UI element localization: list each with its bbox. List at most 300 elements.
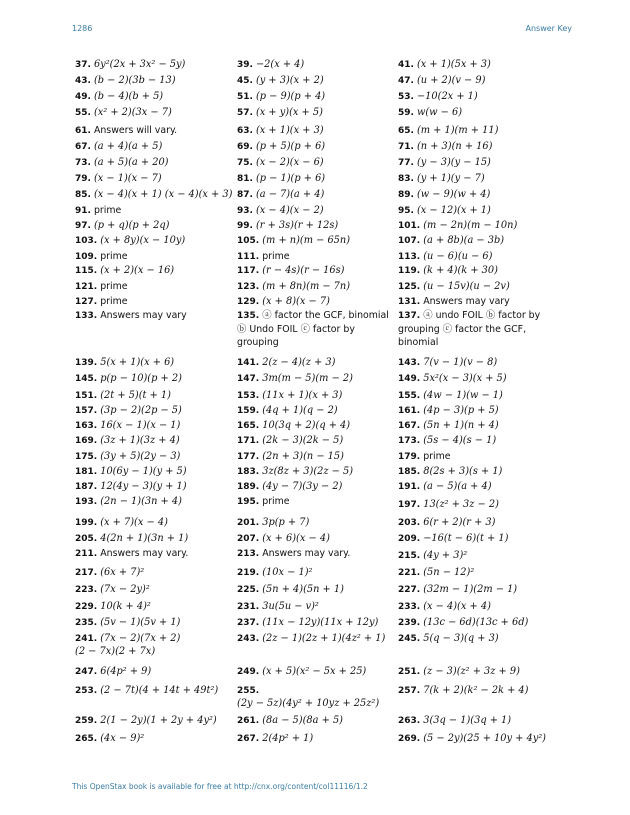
answer-item: [237, 264, 397, 278]
answer-item: [237, 204, 397, 218]
answer-number: 197.: [398, 500, 421, 510]
answer-number: 47.: [398, 76, 414, 86]
answer-expression: (x + 1)(5x + 3): [416, 59, 491, 70]
answer-number: 179.: [398, 452, 421, 462]
answer-number: 223.: [75, 585, 98, 595]
answer-expression: (y + 1)(y − 7): [416, 173, 485, 184]
answer-number: 113.: [398, 252, 421, 262]
answer-expression: 3z(8z + 3)(2z − 5): [262, 466, 354, 477]
answer-expression: (x − 4)(x + 4): [423, 601, 491, 612]
answer-expression: 4(2n + 1)(3n + 1): [100, 533, 189, 544]
answer-item: [237, 566, 397, 580]
answer-expression: (p + 5)(p + 6): [255, 141, 326, 152]
answer-expression: prime: [100, 296, 128, 307]
answer-item: [237, 172, 397, 186]
answer-item: [75, 714, 235, 728]
answer-expression: 13(z² + 3z − 2): [423, 499, 499, 510]
answer-expression: (2y − 5z)(4y² + 10yz + 25z²): [237, 698, 380, 709]
answer-expression: prime: [93, 205, 122, 216]
answer-number: 263.: [398, 716, 421, 726]
answer-number: 233.: [398, 602, 421, 612]
answer-expression: (5n − 12)²: [423, 567, 475, 578]
answer-item: [75, 547, 235, 561]
answer-expression: (13c − 6d)(13c + 6d): [423, 617, 529, 628]
answer-expression: ⓐ undo FOIL ⓑ factor by grouping ⓒ factor the GCF, binomial: [398, 310, 541, 348]
answer-item: [398, 188, 558, 202]
answer-number: 81.: [237, 174, 253, 184]
section-title: Answer Key: [525, 24, 572, 33]
answer-expression: (2 − 7t)(4 + 14t + 49t²): [100, 685, 219, 696]
answer-expression: (y − 3)(y − 15): [416, 157, 491, 168]
answer-number: 51.: [237, 92, 253, 102]
answer-number: 103.: [75, 236, 98, 246]
answer-number: 235.: [75, 618, 98, 628]
answer-item: [75, 309, 235, 323]
answer-expression: p(p − 10)(p + 2): [100, 373, 182, 384]
answer-number: 119.: [398, 266, 421, 276]
answer-number: 83.: [398, 174, 414, 184]
answer-item: [398, 549, 558, 563]
answer-item: [237, 234, 397, 248]
answer-number: 253.: [75, 686, 98, 696]
answer-number: 143.: [398, 358, 421, 368]
answer-expression: (4x − 9)²: [100, 733, 145, 744]
answer-number: 229.: [75, 602, 98, 612]
answer-item: [398, 204, 558, 218]
answer-number: 209.: [398, 534, 421, 544]
answer-expression: (5n + 1)(n + 4): [423, 420, 499, 431]
answer-number: 117.: [237, 266, 260, 276]
answer-item: [398, 532, 558, 546]
answer-item: [398, 74, 558, 88]
answer-expression: (2n − 1)(3n + 4): [100, 496, 182, 507]
answer-item: [75, 124, 235, 138]
answer-expression: (n + 3)(n + 16): [416, 141, 493, 152]
answer-number: 79.: [75, 174, 91, 184]
answer-expression: (x − 4)(x − 2): [255, 205, 324, 216]
answer-item: [398, 516, 558, 530]
answer-expression: (a − 5)(a + 4): [423, 481, 492, 492]
answer-expression: Answers will vary.: [93, 125, 178, 136]
answer-number: 95.: [398, 206, 414, 216]
answer-expression: w(w − 6): [416, 107, 463, 118]
answer-item: [237, 665, 397, 679]
answer-number: 191.: [398, 482, 421, 492]
answer-expression: prime: [262, 251, 290, 262]
answer-number: 169.: [75, 436, 98, 446]
answer-expression: prime: [423, 451, 451, 462]
answer-expression: (z − 3)(z² + 3z + 9): [423, 666, 520, 677]
answer-item: [237, 188, 397, 202]
answer-number: 207.: [237, 534, 260, 544]
answer-number: 243.: [237, 634, 260, 644]
answer-number: 149.: [398, 374, 421, 384]
answer-expression: (x − 2)(x − 6): [255, 157, 324, 168]
answer-expression: (x + 5)(x² − 5x + 25): [262, 666, 367, 677]
answer-item: [237, 356, 397, 370]
answer-item: [398, 714, 558, 728]
answer-item: [75, 356, 235, 370]
answer-expression: (5n + 4)(5n + 1): [262, 584, 344, 595]
answer-item: [75, 264, 235, 278]
answer-expression: (p − 9)(p + 4): [255, 91, 326, 102]
answer-item: [237, 74, 397, 88]
answer-expression: (a + 4)(a + 5): [93, 141, 163, 152]
answer-item: [398, 389, 558, 403]
answer-expression: (r − 4s)(r − 16s): [262, 265, 345, 276]
page-number: 1286: [72, 24, 93, 33]
answer-number: 67.: [75, 142, 91, 152]
answer-number: 121.: [75, 282, 98, 292]
answer-item: [398, 264, 558, 278]
answer-number: 107.: [398, 236, 421, 246]
answer-item: [75, 532, 235, 546]
answer-number: 131.: [398, 297, 421, 307]
footer-note: This OpenStax book is available for free at http://cnx.org/content/col11116/1.2: [72, 782, 368, 791]
answer-number: 255.: [237, 686, 260, 696]
answer-item: [398, 450, 558, 464]
answer-item: [237, 58, 397, 72]
answer-item: [75, 684, 235, 698]
answer-number: 43.: [75, 76, 91, 86]
answer-expression: (2k − 3)(2k − 5): [262, 435, 344, 446]
answer-number: 125.: [398, 282, 421, 292]
answer-expression: 2(4p² + 1): [262, 733, 314, 744]
answer-expression: (4q + 1)(q − 2): [262, 405, 338, 416]
answer-expression: (a − 7)(a + 4): [255, 189, 325, 200]
answer-number: 97.: [75, 221, 91, 231]
answer-expression: (4y + 3)²: [423, 550, 468, 561]
answer-item: [237, 684, 397, 698]
answer-item: [237, 124, 397, 138]
answer-number: 257.: [398, 686, 421, 696]
answer-item: [75, 480, 235, 494]
answer-number: 55.: [75, 108, 91, 118]
answer-item: [75, 450, 235, 464]
answer-number: 259.: [75, 716, 98, 726]
answer-item: [398, 156, 558, 170]
answer-item: [75, 188, 235, 202]
answer-number: 217.: [75, 568, 98, 578]
answer-number: 225.: [237, 585, 260, 595]
answer-expression: 3m(m − 5)(m − 2): [262, 373, 353, 384]
answer-item: [75, 90, 235, 104]
answer-item: [398, 140, 558, 154]
answer-number: 59.: [398, 108, 414, 118]
answer-item: [237, 280, 397, 294]
answer-expression: 3u(5u − v)²: [262, 601, 319, 612]
answer-item: [237, 583, 397, 597]
answer-number: 105.: [237, 236, 260, 246]
answer-number: 73.: [75, 158, 91, 168]
answer-number: 237.: [237, 618, 260, 628]
answer-expression: (4w − 1)(w − 1): [423, 390, 503, 401]
answer-item: [75, 616, 235, 630]
answer-expression: 5x²(x − 3)(x + 5): [423, 373, 507, 384]
answer-number: 199.: [75, 518, 98, 528]
answer-item: [75, 280, 235, 294]
answer-item: [75, 434, 235, 448]
answer-item: [237, 434, 397, 448]
answer-item: [398, 309, 558, 349]
answer-expression: 10(3q + 2)(q + 4): [262, 420, 351, 431]
answer-number: 101.: [398, 221, 421, 231]
answer-expression: (3y + 5)(2y − 3): [100, 451, 181, 462]
answer-expression: (2z − 1)(2z + 1)(4z² + 1): [262, 633, 386, 644]
answer-expression: (r + 3s)(r + 12s): [255, 220, 339, 231]
answer-number: 183.: [237, 467, 260, 477]
answer-item: [75, 106, 235, 120]
answer-expression: (x + y)(x + 5): [255, 107, 323, 118]
answer-number: 211.: [75, 549, 98, 559]
answer-expression: (2 − 7x)(2 + 7x): [75, 646, 156, 657]
answer-expression: (u − 15v)(u − 2v): [423, 281, 510, 292]
answer-item: [75, 372, 235, 386]
answer-number: 167.: [398, 421, 421, 431]
answer-number: 163.: [75, 421, 98, 431]
answer-expression: 3(3q − 1)(3q + 1): [423, 715, 512, 726]
answer-expression: 3p(p + 7): [262, 517, 310, 528]
answer-number: 135.: [237, 311, 260, 321]
answer-expression: (b − 2)(3b − 13): [93, 75, 176, 86]
answer-expression: prime: [262, 496, 290, 507]
answer-number: 221.: [398, 568, 421, 578]
answer-expression: Answers may vary: [423, 296, 510, 307]
answer-number: 267.: [237, 734, 260, 744]
answer-item: [75, 665, 235, 679]
answer-expression: Answers may vary.: [100, 548, 189, 559]
answer-expression: 6y²(2x + 3x² − 5y): [93, 59, 186, 70]
answer-number: 195.: [237, 497, 260, 507]
answer-item: [398, 295, 558, 309]
answer-number: 151.: [75, 391, 98, 401]
answer-item: [237, 516, 397, 530]
answer-item: [75, 295, 235, 309]
answer-item: [398, 600, 558, 614]
answer-item: [75, 74, 235, 88]
answer-item: [237, 404, 397, 418]
answer-number: 177.: [237, 452, 260, 462]
answer-expression: 6(4p² + 9): [100, 666, 152, 677]
answer-number: 115.: [75, 266, 98, 276]
answer-item: [75, 465, 235, 479]
answer-number: 127.: [75, 297, 98, 307]
answer-item: [398, 583, 558, 597]
answer-number: 193.: [75, 497, 98, 507]
answer-number: 249.: [237, 667, 260, 677]
answer-number: 77.: [398, 158, 414, 168]
answer-expression: (10x − 1)²: [262, 567, 313, 578]
answer-item: [237, 732, 397, 746]
answer-expression: Answers may vary: [100, 310, 187, 321]
answer-item: [237, 616, 397, 630]
answer-item: [237, 90, 397, 104]
answer-number: 91.: [75, 206, 91, 216]
answer-item: [75, 156, 235, 170]
answer-expression: (x + 6)(x − 4): [262, 533, 330, 544]
answer-item: [237, 389, 397, 403]
answer-item: [75, 632, 235, 646]
answer-expression: (u − 6)(u − 6): [423, 251, 493, 262]
answer-expression: (u + 2)(v − 9): [416, 75, 486, 86]
answer-number: 139.: [75, 358, 98, 368]
answer-expression: (2t + 5)(t + 1): [100, 390, 171, 401]
answer-number: 215.: [398, 551, 421, 561]
answer-number: 251.: [398, 667, 421, 677]
answer-number: 93.: [237, 206, 253, 216]
answer-expression: (m − 2n)(m − 10n): [423, 220, 518, 231]
answer-number: 123.: [237, 282, 260, 292]
answer-expression: 5(x + 1)(x + 6): [100, 357, 175, 368]
answer-item: [398, 219, 558, 233]
answer-expression: (4y − 7)(3y − 2): [262, 481, 343, 492]
answer-expression: (x + 7)(x − 4): [100, 517, 168, 528]
answer-expression: (k + 4)(k + 30): [423, 265, 498, 276]
answer-item: [398, 58, 558, 72]
answer-item: [398, 434, 558, 448]
answer-expression: 5(q − 3)(q + 3): [423, 633, 499, 644]
answer-expression: (x − 12)(x + 1): [416, 205, 491, 216]
answer-number: 153.: [237, 391, 260, 401]
answer-item: [75, 250, 235, 264]
answer-expression: (b − 4)(b + 5): [93, 91, 164, 102]
answer-item: [398, 280, 558, 294]
answer-item: [75, 583, 235, 597]
answer-expression: 7(k + 2)(k² − 2k + 4): [423, 685, 529, 696]
answer-number: 173.: [398, 436, 421, 446]
answer-number: 231.: [237, 602, 260, 612]
answer-number: 37.: [75, 60, 91, 70]
answer-item: [237, 295, 397, 309]
answer-item: [237, 250, 397, 264]
answer-expression: (x − 1)(x − 7): [93, 173, 162, 184]
answer-number: 89.: [398, 190, 414, 200]
answer-expression: (x + 8y)(x − 10y): [100, 235, 186, 246]
answer-item: [398, 480, 558, 494]
answer-expression: (3p − 2)(2p − 5): [100, 405, 182, 416]
answer-item: [398, 356, 558, 370]
answer-expression: (m + 1)(m + 11): [416, 125, 499, 136]
answer-number: 205.: [75, 534, 98, 544]
answer-number: 85.: [75, 190, 91, 200]
answer-item: [237, 532, 397, 546]
answer-item: [237, 480, 397, 494]
answer-expression: (m + n)(m − 65n): [262, 235, 351, 246]
answer-item: [398, 616, 558, 630]
answer-number: 159.: [237, 406, 260, 416]
answer-item: [75, 516, 235, 530]
answer-expression: 10(k + 4)²: [100, 601, 151, 612]
answer-expression: (x + 1)(x + 3): [255, 125, 324, 136]
answer-expression: (a + 5)(a + 20): [93, 157, 169, 168]
answer-number: 201.: [237, 518, 260, 528]
answer-number: 39.: [237, 60, 253, 70]
answer-item: [398, 250, 558, 264]
answer-expression: 12(4y − 3)(y + 1): [100, 481, 187, 492]
answer-number: 241.: [75, 634, 98, 644]
answer-number: 41.: [398, 60, 414, 70]
answer-number: 261.: [237, 716, 260, 726]
answer-item: [398, 632, 558, 646]
answer-item: [237, 714, 397, 728]
answer-number: 213.: [237, 549, 260, 559]
answer-number: 187.: [75, 482, 98, 492]
answer-item: [237, 547, 397, 561]
answer-item: [237, 465, 397, 479]
answer-item: [398, 566, 558, 580]
answer-expression: (5 − 2y)(25 + 10y + 4y²): [423, 733, 546, 744]
answer-item: [237, 140, 397, 154]
answer-number: 161.: [398, 406, 421, 416]
answer-item: [75, 645, 235, 658]
answer-expression: (6x + 7)²: [100, 567, 145, 578]
answer-item: [237, 495, 397, 509]
answer-number: 227.: [398, 585, 421, 595]
answer-expression: (x + 8)(x − 7): [262, 296, 330, 307]
answer-expression: 16(x − 1)(x − 1): [100, 420, 181, 431]
answer-number: 181.: [75, 467, 98, 477]
answer-number: 155.: [398, 391, 421, 401]
answer-item: [75, 389, 235, 403]
answer-expression: (11x + 1)(x + 3): [262, 390, 343, 401]
answer-number: 147.: [237, 374, 260, 384]
answer-item: [237, 219, 397, 233]
answer-item: [75, 219, 235, 233]
answer-expression: (5v − 1)(5v + 1): [100, 617, 181, 628]
answer-item: [398, 665, 558, 679]
answer-expression: (8a − 5)(8a + 5): [262, 715, 343, 726]
answer-expression: ⓐ factor the GCF, binomial ⓑ Undo FOIL ⓒ factor by grouping: [237, 310, 389, 348]
answer-number: 129.: [237, 297, 260, 307]
answer-expression: Answers may vary.: [262, 548, 351, 559]
answer-number: 65.: [398, 126, 414, 136]
answer-number: 239.: [398, 618, 421, 628]
answer-item: [398, 124, 558, 138]
answer-expression: (x + 2)(x − 16): [100, 265, 175, 276]
answer-expression: (11x − 12y)(11x + 12y): [262, 617, 379, 628]
answer-item: [75, 566, 235, 580]
answer-expression: (m + 8n)(m − 7n): [262, 281, 351, 292]
answer-item: [398, 90, 558, 104]
answer-number: 203.: [398, 518, 421, 528]
answer-item: [237, 600, 397, 614]
answer-expression: (3z + 1)(3z + 4): [100, 435, 180, 446]
answer-expression: (x − 4)(x + 1) (x − 4)(x + 3): [93, 189, 233, 200]
answer-item: [237, 106, 397, 120]
answer-expression: (p + q)(p + 2q): [93, 220, 170, 231]
answer-item: [75, 58, 235, 72]
answer-number: 69.: [237, 142, 253, 152]
answer-expression: (y + 3)(x + 2): [255, 75, 324, 86]
answer-number: 245.: [398, 634, 421, 644]
answer-expression: (7x − 2)(7x + 2): [100, 633, 181, 644]
answer-number: 45.: [237, 76, 253, 86]
answer-expression: (5s − 4)(s − 1): [423, 435, 497, 446]
answer-expression: prime: [100, 251, 128, 262]
answer-number: 133.: [75, 311, 98, 321]
answer-item: [398, 465, 558, 479]
answer-number: 57.: [237, 108, 253, 118]
answer-expression: 7(v − 1)(v − 8): [423, 357, 498, 368]
answer-item: [75, 140, 235, 154]
answer-number: 99.: [237, 221, 253, 231]
answer-number: 171.: [237, 436, 260, 446]
answer-number: 75.: [237, 158, 253, 168]
answer-number: 189.: [237, 482, 260, 492]
answer-item: [237, 450, 397, 464]
answer-number: 157.: [75, 406, 98, 416]
answer-number: 63.: [237, 126, 253, 136]
